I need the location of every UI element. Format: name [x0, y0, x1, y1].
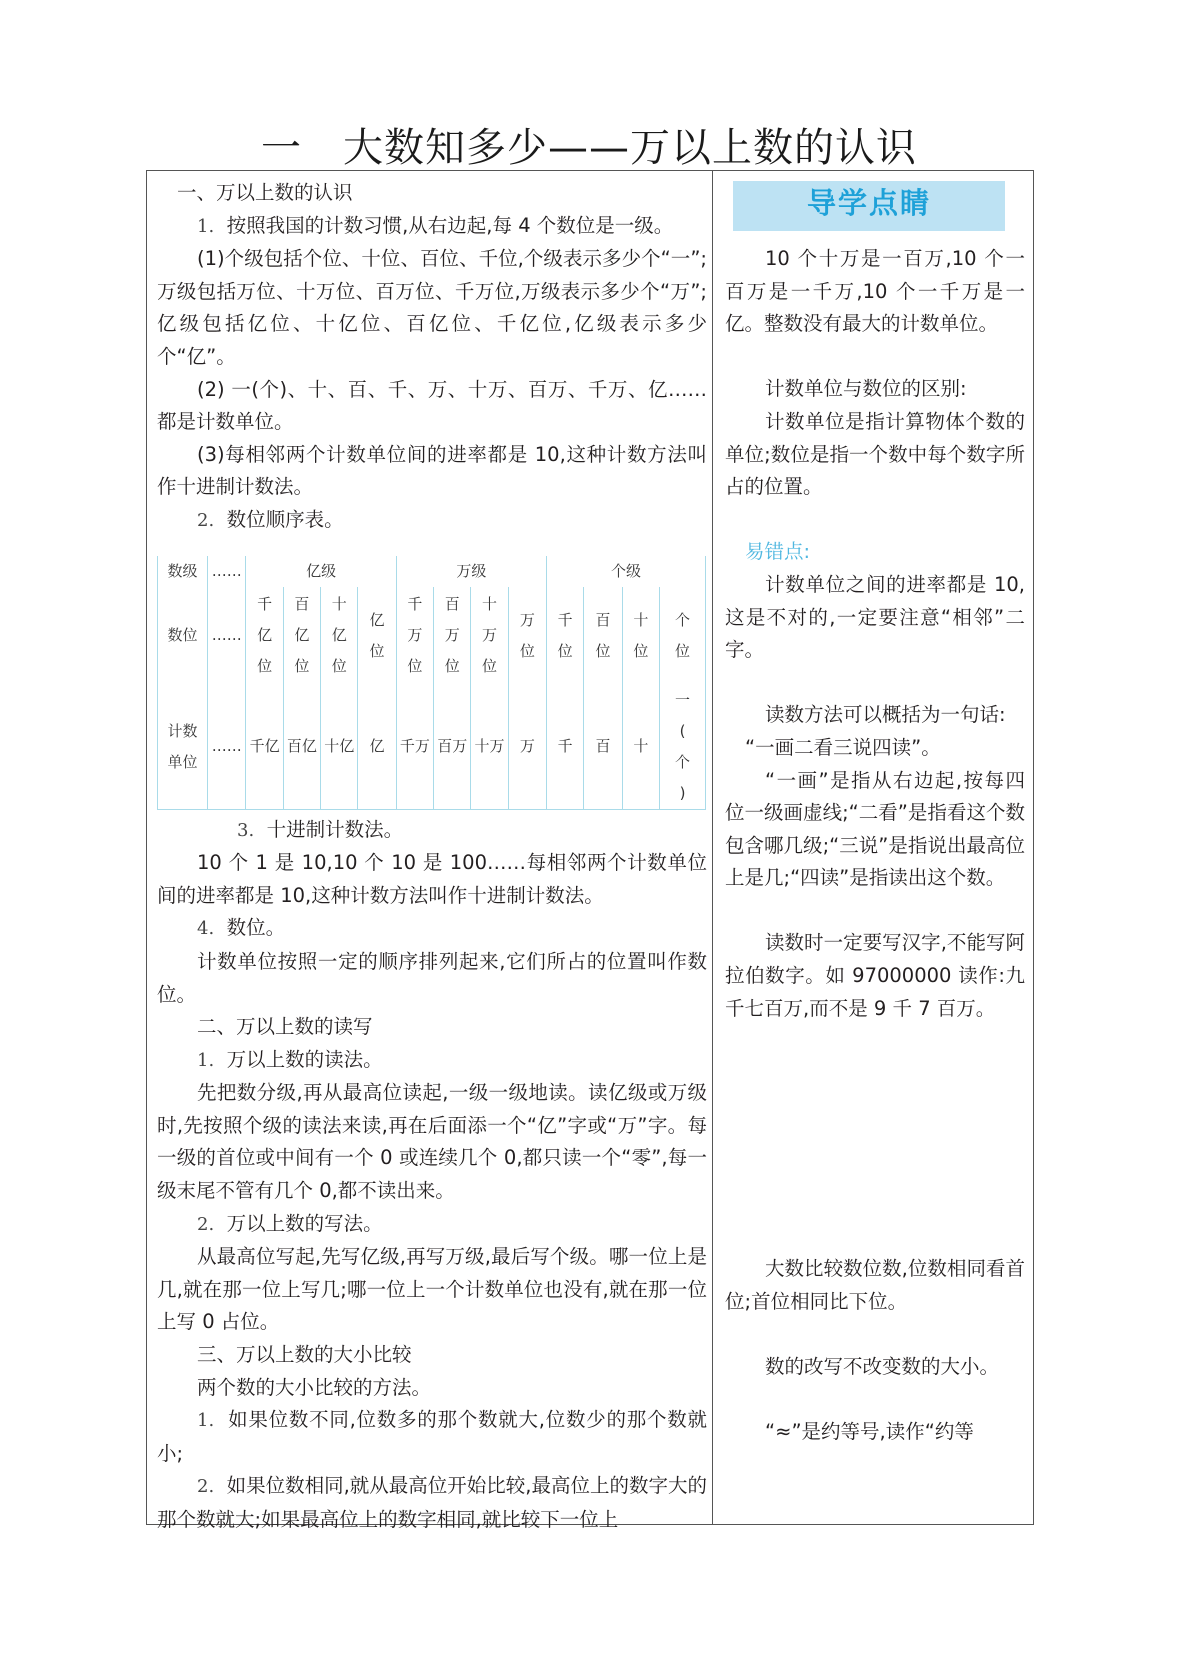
place-cell: 千 万 位: [396, 587, 433, 685]
note: “一画二看三说四读”。: [745, 735, 941, 759]
section-heading: 三、万以上数的大小比较: [197, 1343, 412, 1367]
unit-cell: 千万: [396, 685, 433, 810]
note-heading: 计数单位与数位的区别:: [765, 377, 967, 401]
section-heading: 一、万以上数的认识: [177, 181, 353, 204]
note: 计数单位之间的进率都是 10,这是不对的,一定要注意“相邻”二字。: [725, 572, 1025, 662]
place-cell: 千 位: [547, 587, 584, 685]
note: 10 个十万是一百万,10 个一百万是一千万,10 个一千万是一亿。整数没有最大的计数单位。: [725, 247, 1025, 336]
level-cell: 亿级: [246, 556, 396, 587]
note: “一画”是指从右边起,按每四位一级画虚线;“二看”是指看这个数包含哪几级;“三说”是指说出最高位上是几;“四读”是指读出这个数。: [725, 768, 1025, 890]
row-label: 数位: [158, 587, 208, 685]
row-label: 计数 单位: [158, 685, 208, 810]
paragraph: 先把数分级,再从最高位读起,一级一级地读。读亿级或万级时,先按照个级的读法来读,再在后面添一个“亿”字或“万”字。每一级的首位或中间有一个 0 或连续几个 0,都只读一个“零”,每一级末尾不管有几个 0,都不读出来。: [157, 1081, 707, 1203]
note: 读数时一定要写汉字,不能写阿拉伯数字。如 97000000 读作:九千七百万,而不是 9 千 7 百万。: [725, 931, 1025, 1020]
unit-cell: 百: [584, 685, 622, 810]
note: 读数方法可以概括为一句话:: [765, 703, 1006, 727]
place-cell: 十 亿 位: [321, 587, 358, 685]
unit-cell: 十万: [471, 685, 508, 810]
section-heading: 二、万以上数的读写: [197, 1015, 373, 1039]
unit-cell: 百亿: [283, 685, 320, 810]
place-cell: 十 位: [622, 587, 659, 685]
place-cell: 万 位: [508, 587, 546, 685]
list-item: 1. 按照我国的计数习惯,从右边起,每 4 个数位是一级。: [197, 213, 674, 237]
unit-cell: 千亿: [246, 685, 283, 810]
ellipsis-cell: ……: [208, 587, 246, 685]
place-cell: 百 位: [584, 587, 622, 685]
note: “≈”是约等号,读作“约等: [765, 1420, 974, 1444]
list-item: 1. 如果位数不同,位数多的那个数就大,位数少的那个数就小;: [157, 1408, 707, 1465]
list-item: 3. 十进制计数法。: [237, 817, 404, 841]
place-cell: 十 万 位: [471, 587, 508, 685]
level-cell: 个级: [547, 556, 706, 587]
main-column: [157, 177, 707, 1537]
sidebar-notes: [725, 177, 1025, 1449]
ellipsis-cell: ……: [208, 685, 246, 810]
list-item: 2. 数位顺序表。: [197, 507, 344, 531]
error-prone-label: 易错点:: [745, 540, 811, 564]
list-item: 4. 数位。: [197, 916, 286, 940]
paragraph: (3)每相邻两个计数单位间的进率都是 10,这种计数方法叫作十进制计数法。: [157, 442, 707, 499]
paragraph: 计数单位按照一定的顺序排列起来,它们所占的位置叫作数位。: [157, 949, 707, 1006]
place-cell: 个 位: [660, 587, 706, 685]
unit-cell: 十亿: [321, 685, 358, 810]
paragraph: 10 个 1 是 10,10 个 10 是 100……每相邻两个计数单位间的进率都是 10,这种计数方法叫作十进制计数法。: [157, 851, 707, 907]
place-value-table: [157, 556, 706, 810]
guide-banner: [733, 181, 1005, 231]
page-title: 一 大数知多少——万以上数的认识: [261, 125, 917, 171]
list-item: 1. 万以上数的读法。: [197, 1047, 383, 1071]
content-frame: [146, 170, 1034, 1531]
paragraph: 从最高位写起,先写亿级,再写万级,最后写个级。哪一位上是几,就在那一位上写几;哪一位上一个计数单位也没有,就在那一位上写 0 占位。: [157, 1245, 707, 1334]
place-cell: 亿 位: [358, 587, 396, 685]
unit-cell: 十: [622, 685, 659, 810]
unit-cell: 亿: [358, 685, 396, 810]
unit-cell: 一 ( 个 ): [660, 685, 706, 810]
level-cell: 万级: [396, 556, 546, 587]
list-item: 2. 万以上数的写法。: [197, 1211, 383, 1235]
unit-cell: 百万: [434, 685, 471, 810]
place-cell: 千 亿 位: [246, 587, 283, 685]
unit-cell: 千: [547, 685, 584, 810]
place-cell: 百 亿 位: [283, 587, 320, 685]
note: 数的改写不改变数的大小。: [765, 1355, 1000, 1379]
column-divider: [712, 171, 713, 1524]
row-label: 数级: [158, 556, 208, 587]
note: 大数比较数位数,位数相同看首位;首位相同比下位。: [725, 1257, 1025, 1313]
paragraph: (1)个级包括个位、十位、百位、千位,个级表示多少个“一”; 万级包括万位、十万位、百万位、千万位,万级表示多少个“万”; 亿级包括亿位、十亿位、百亿位、千亿位,亿级表示多少个“亿”。: [157, 247, 707, 368]
paragraph: 两个数的大小比较的方法。: [197, 1375, 432, 1399]
list-item: 2. 如果位数相同,就从最高位开始比较,最高位上的数字大的那个数就大;如果最高位上的数字相同,就比较下一位上: [157, 1474, 707, 1531]
place-cell: 百 万 位: [434, 587, 471, 685]
ellipsis-cell: ……: [208, 556, 246, 587]
banner-title: 导学点睛: [806, 186, 931, 220]
unit-cell: 万: [508, 685, 546, 810]
note: 计数单位是指计算物体个数的单位;数位是指一个数中每个数字所占的位置。: [725, 409, 1025, 499]
paragraph: (2) 一(个)、十、百、千、万、十万、百万、千万、亿……都是计数单位。: [157, 377, 707, 434]
